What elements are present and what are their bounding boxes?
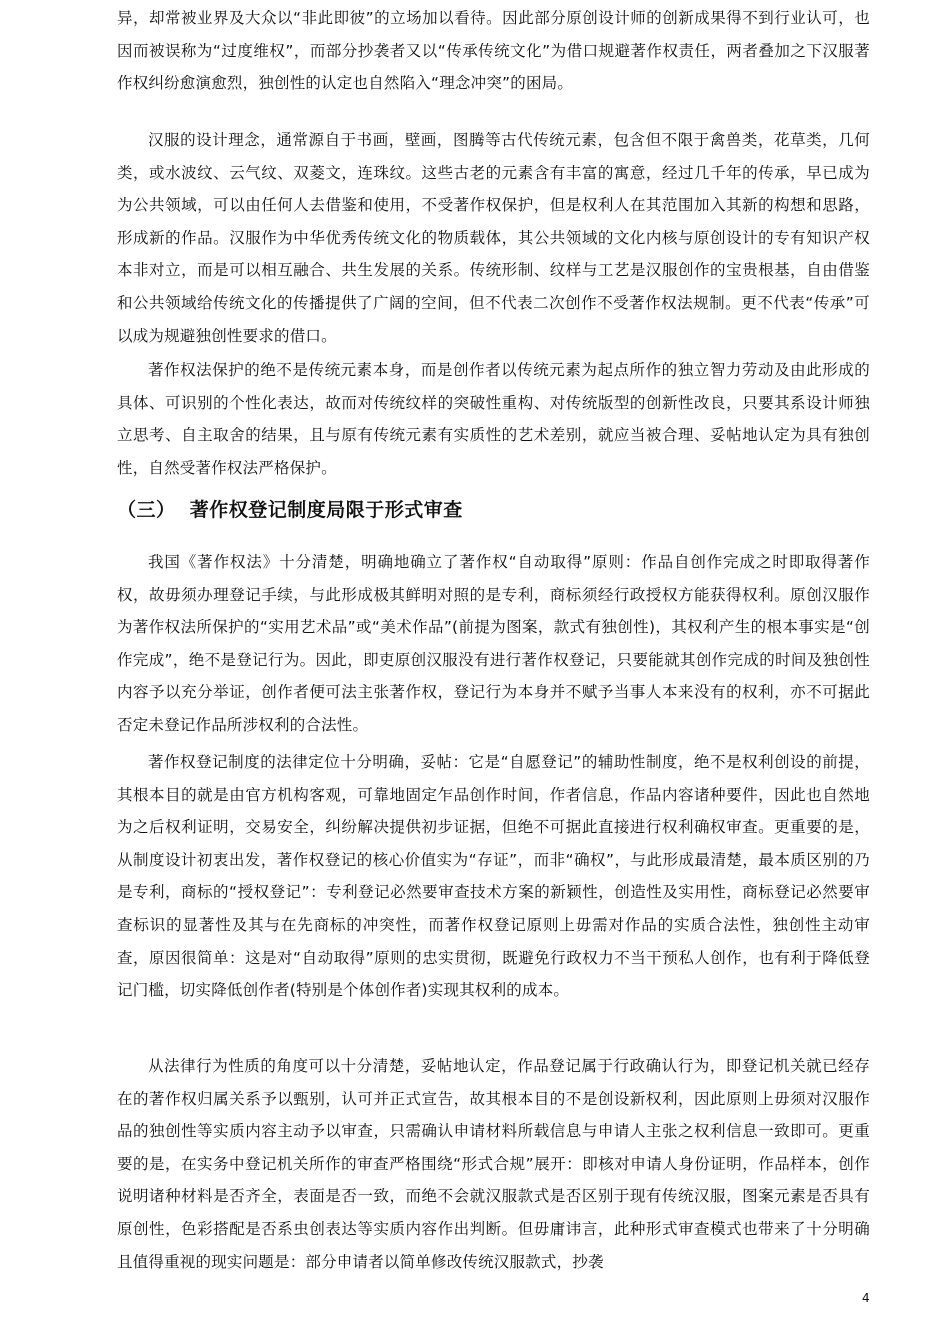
page-number: 4 bbox=[862, 1291, 870, 1305]
paragraph-formal-review: 从法律行为性质的角度可以十分清楚，妥帖地认定，作品登记属于行政确认行为，即登记机关就已经存在的著作权归属关系予以甄别，认可并正式宣告，故其根本目的不是创设新权利，因此原则上毋须对汉服作品的独创性等实质内容主动予以审查，只需确认申请材料所载信息与申请人主张之权利信息一致即可。更重要的是，在实务中登记机关所作的审查严格围绕“形式合规”展开：即核对申请人身份证明，作品样本，创作说明诸种材料是否齐全，表面是否一致，而绝不会就汉服款式是否区别于现有传统汉服，图案元素是否具有原创性，色彩搭配是否系虫创表达等实质内容作出判断。但毋庸讳言，此种形式审查模式也带来了十分明确且值得重视的现实问题是：部分申请者以简单修改传统汉服款式，抄袭 bbox=[117, 1057, 870, 1271]
paragraph-registration-positioning: 著作权登记制度的法律定位十分明确，妥帖：它是“自愿登记”的辅助性制度，绝不是权利创设的前提，其根本目的就是由官方机构客观，可靠地固定乍品创作时间，作者信息，作品内容诸种要件，因此也自然地为之后权利证明，交易安全，纠纷解决提供初步证据，但绝不可据此直接进行权利确权审查。更重要的是，从制度设计初衷出发，著作权登记的核心价值实为“存证”，而非“确权”，与此形成最清楚，最本质区别的乃是专利，商标的“授权登记”：专利登记必然要审查技术方案的新颖性，创造性及实用性，商标登记必然要审查标识的显著性及其与在先商标的冲突性，而著作权登记原则上毋需对作品的实质合法性，独创性主动审查，原因很简单：这是对“自动取得”原则的忠实贯彻，既避免行政权力不当干预私人创作，也有利于降低登记门槛，切实降低创作者(特别是个体创作者)实现其权利的成本。 bbox=[117, 753, 870, 1000]
paragraph-hanfu-design-concept: 汉服的设计理念，通常源自于书画，壁画，图腾等古代传统元素，包含但不限于禽兽类，花草类，几何类，或水波纹、云气纹、双菱文，连珠纹。这些古老的元素含有丰富的寓意，经过几千年的传承，早已成为为公共领域，可以由任何人去借鉴和使用，不受著作权保护，但是权利人在其范围加入其新的构想和思路，形成新的作品。汉服作为中华优秀传统文化的物质载体，其公共领域的文化内核与原创设计的专有知识产权本非对立，而是可以相互融合、共生发展的关系。传统形制、纹样与工艺是汉服创作的宝贵根基，自由借鉴和公共领域给传统文化的传播提供了广阔的空间，但不代表二次创作不受著作权法规制。更不代表“传承”可以成为规避独创性要求的借口。 bbox=[117, 131, 870, 345]
paragraph-copyright-protection-scope: 著作权法保护的绝不是传统元素本身，而是创作者以传统元素为起点所作的独立智力劳动及由此形成的具体、可识别的个性化表达，故而对传统纹样的突破性重构、对传统版型的创新性改良，只要其系设计师独立思考、自主取舍的结果，且与原有传统元素有实质性的艺术差别，就应当被合理、妥帖地认定为具有独创性，自然受著作权法严格保护。 bbox=[117, 361, 870, 477]
section-heading: （三） 著作权登记制度局限于形式审查 bbox=[117, 499, 463, 521]
paragraph-automatic-acquisition: 我国《著作权法》十分清楚，明确地确立了著作权“自动取得”原则：作品自创作完成之时即取得著作权，故毋须办理登记手续，与此形成极其鲜明对照的是专利，商标须经行政授权方能获得权利。原创汉服作为著作权法所保护的“实用艺术品”或“美术作品”(前提为图案，款式有独创性)，其权利产生的根本事实是“创作完成”，绝不是登记行为。因此，即吏原创汉服没有进行著作权登记，只要能就其创作完成的时间及独创性内容予以充分举证，创作者便可法主张著作权，登记行为本身并不赋予当事人本来没有的权利，亦不可据此否定未登记作品所涉权利的合法性。 bbox=[117, 553, 870, 734]
paragraph-continued: 异，却常被业界及大众以“非此即彼”的立场加以看待。因此部分原创设计师的创新成果得不到行业认可，也因而被误称为“过度维权”，而部分抄袭者又以“传承传统文化”为借口规避著作权责任，两者叠加之下汉服著作权纠纷愈演愈烈，独创性的认定也自然陷入“理念冲突”的困局。 bbox=[117, 9, 870, 93]
